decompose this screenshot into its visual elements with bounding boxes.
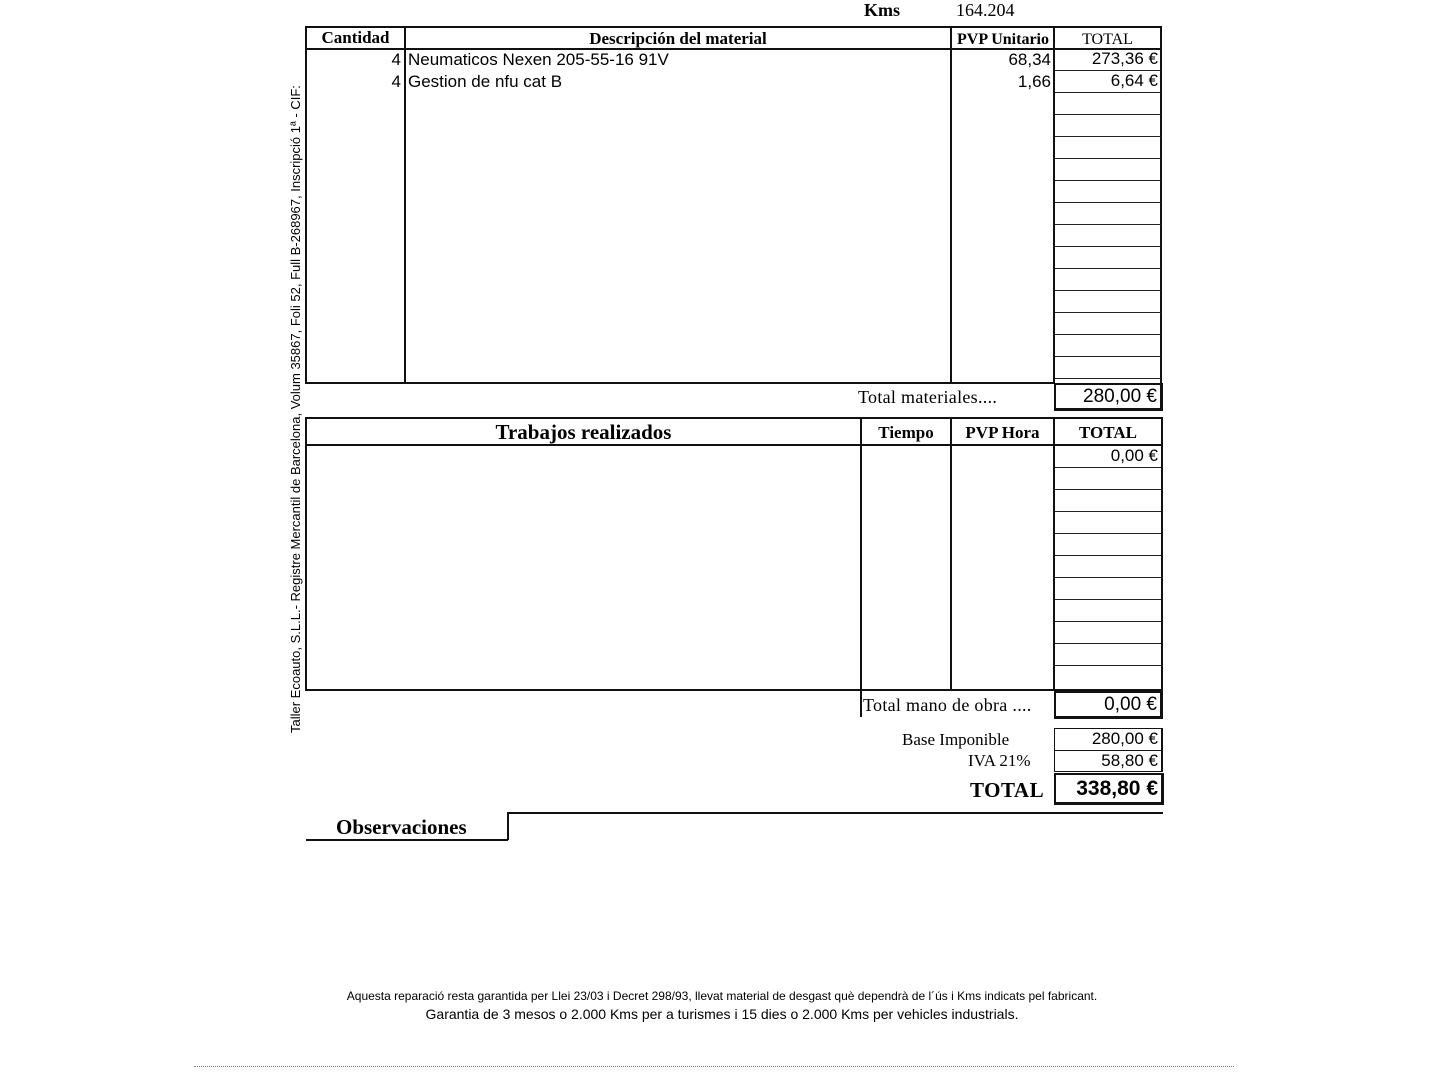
header-labor-total: TOTAL bbox=[1079, 423, 1137, 442]
kms-label: Kms bbox=[864, 0, 900, 20]
labor-subtotal-label: Total mano de obra .... bbox=[863, 695, 1032, 715]
observaciones-label: Observaciones bbox=[336, 815, 467, 839]
row1-qty: 4 bbox=[391, 50, 401, 69]
labor-row1-total: 0,00 € bbox=[1055, 446, 1161, 468]
materials-subtotal-value: 280,00 € bbox=[1054, 383, 1163, 411]
row2-qty: 4 bbox=[391, 72, 401, 91]
materials-subtotal-label: Total materiales.... bbox=[858, 387, 998, 407]
header-pvp-hora: PVP Hora bbox=[965, 423, 1040, 442]
header-pvp-unitario: PVP Unitario bbox=[957, 31, 1049, 48]
row2-desc: Gestion de nfu cat B bbox=[408, 72, 563, 91]
header-descripcion: Descripción del material bbox=[589, 29, 767, 48]
base-imponible-label: Base Imponible bbox=[902, 730, 1010, 749]
grand-total-label: TOTAL bbox=[970, 778, 1045, 802]
header-trabajos: Trabajos realizados bbox=[495, 420, 672, 444]
iva-label: IVA 21% bbox=[968, 751, 1031, 770]
iva-value: 58,80 € bbox=[1054, 750, 1163, 772]
header-tiempo: Tiempo bbox=[878, 423, 934, 442]
row1-desc: Neumaticos Nexen 205-55-16 91V bbox=[408, 50, 669, 69]
grand-total-value: 338,80 € bbox=[1054, 773, 1164, 805]
header-total: TOTAL bbox=[1082, 31, 1133, 48]
row2-total: 6,64 € bbox=[1055, 71, 1161, 93]
base-imponible-value: 280,00 € bbox=[1054, 728, 1163, 751]
labor-subtotal-value: 0,00 € bbox=[1054, 691, 1163, 719]
warranty-line-2: Garantia de 3 mesos o 2.000 Kms per a turismes i 15 dies o 2.000 Kms per vehicles industrials. bbox=[425, 1006, 1019, 1022]
row1-unit: 68,34 bbox=[1008, 50, 1051, 69]
row2-unit: 1,66 bbox=[1017, 72, 1051, 91]
header-cantidad: Cantidad bbox=[321, 28, 390, 47]
row1-total: 273,36 € bbox=[1055, 49, 1161, 71]
warranty-line-1: Aquesta reparació resta garantida per Llei 23/03 i Decret 298/93, llevat material de desgast què dependrà de l´ús i Kms indicats pel fabricant. bbox=[346, 989, 1098, 1003]
kms-value: 164.204 bbox=[956, 0, 1015, 20]
registry-side-text: Taller Ecoauto, S.L.L.- Registre Mercantil de Barcelona, Volum 35867, Foli 52, Full B-268967, Inscripció 1ª - CIF: bbox=[288, 85, 303, 733]
